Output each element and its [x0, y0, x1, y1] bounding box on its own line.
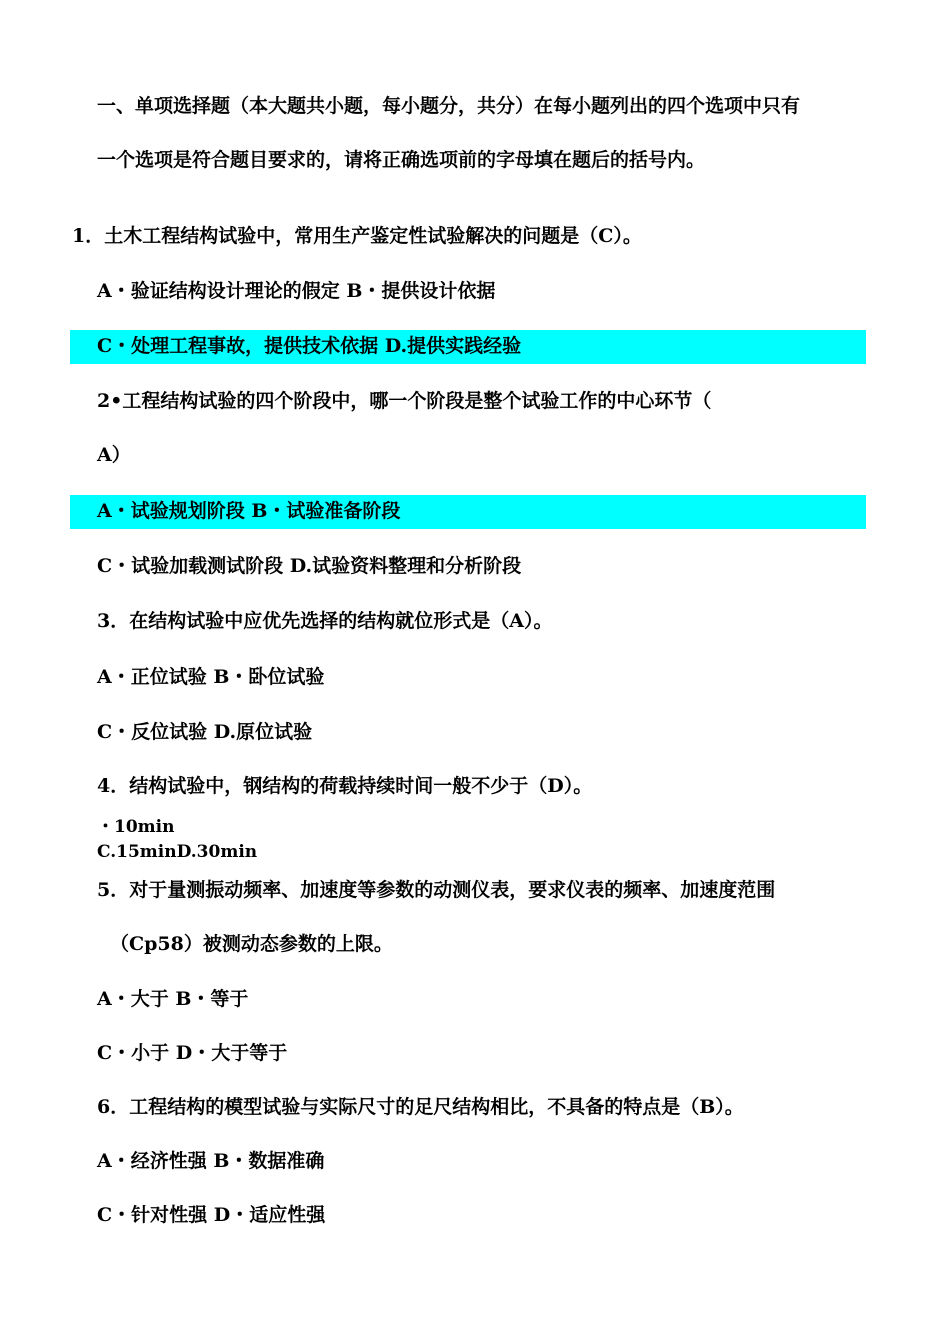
- question-6-options-ab: A・经济性强 B・数据准确: [97, 1150, 325, 1172]
- question-4-stem: 4．结构试验中，钢结构的荷载持续时间一般不少于（D）。: [97, 775, 593, 797]
- question-3-stem: 3．在结构试验中应优先选择的结构就位形式是（A）。: [97, 610, 553, 632]
- question-2-options-cd: C・试验加载测试阶段 D.试验资料整理和分析阶段: [97, 555, 522, 577]
- question-1-options-cd: C・处理工程事故，提供技术依据 D.提供实践经验: [97, 335, 522, 357]
- question-3-options-ab: A・正位试验 B・卧位试验: [97, 666, 325, 688]
- question-5-options-cd: C・小于 D・大于等于: [97, 1042, 288, 1064]
- section-heading-line2: 一个选项是符合题目要求的，请将正确选项前的字母填在题后的括号内。: [97, 149, 706, 171]
- question-4-options-cd: C.15minD.30min: [97, 842, 258, 862]
- question-3-options-cd: C・反位试验 D.原位试验: [97, 721, 313, 743]
- question-2-stem-cont: A）: [97, 444, 131, 466]
- question-1-stem: 1．土木工程结构试验中，常用生产鉴定性试验解决的问题是（C）。: [72, 225, 642, 247]
- question-5-stem-cont: （Cp58）被测动态参数的上限。: [110, 933, 393, 955]
- question-6-options-cd: C・针对性强 D・适应性强: [97, 1204, 326, 1226]
- question-4-options-ab: ・10min: [97, 817, 175, 837]
- question-1-options-ab: A・验证结构设计理论的假定 B・提供设计依据: [97, 280, 496, 302]
- section-heading-line1: 一、单项选择题（本大题共小题，每小题分，共分）在每小题列出的四个选项中只有: [97, 95, 801, 117]
- question-5-stem: 5．对于量测振动频率、加速度等参数的动测仪表，要求仪表的频率、加速度范围: [97, 879, 776, 901]
- question-2-stem: 2•工程结构试验的四个阶段中，哪一个阶段是整个试验工作的中心环节（: [97, 390, 712, 412]
- question-5-options-ab: A・大于 B・等于: [97, 988, 249, 1010]
- question-6-stem: 6．工程结构的模型试验与实际尺寸的足尺结构相比，不具备的特点是（B）。: [97, 1096, 744, 1118]
- question-2-options-ab: A・试验规划阶段 B・试验准备阶段: [97, 500, 401, 522]
